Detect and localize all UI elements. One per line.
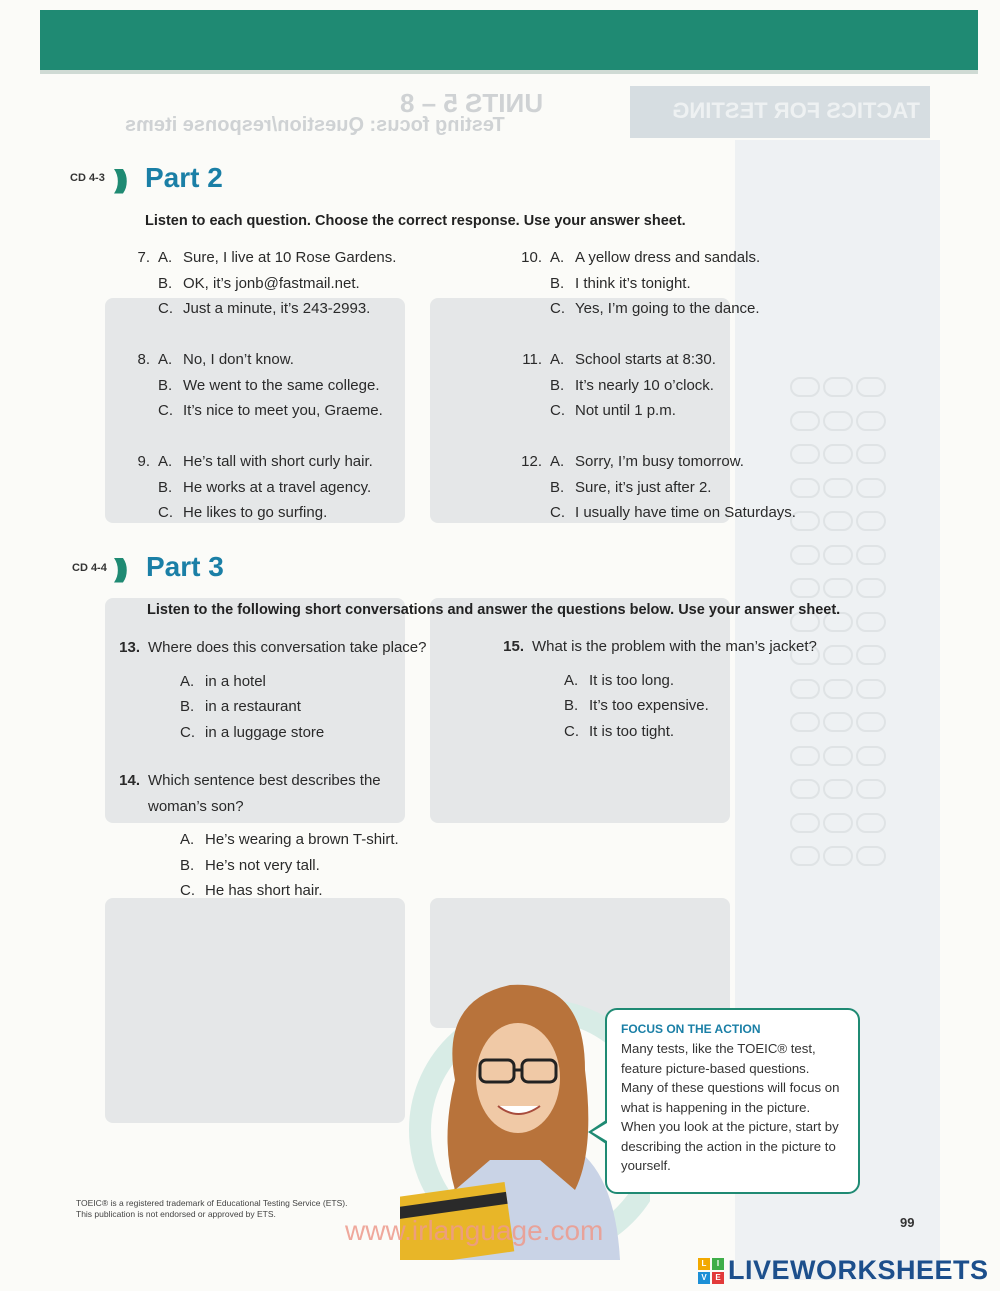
focus-title: FOCUS ON THE ACTION <box>621 1022 761 1036</box>
header-band-shadow <box>40 70 978 74</box>
liveworksheets-logo <box>698 1255 989 1286</box>
part2-instruction: Listen to each question. Choose the correct response. Use your answer sheet. <box>145 213 686 229</box>
bleed-through-circle-row <box>790 511 900 533</box>
part3-instruction: Listen to the following short conversations and answer the questions below. Use your answer sheet. <box>147 602 841 618</box>
bleed-through-circle-row <box>790 813 900 835</box>
bleed-through-circle-row <box>790 444 900 466</box>
question-9: 9. A. He’s tall with short curly hair. B. He works at a travel agency. C. He likes to go surfing. <box>137 453 373 521</box>
question-14: 14. Which sentence best describes the woman’s son? A. He’s wearing a brown T-shirt. B. He’s not very tall. C. He has short hair. <box>119 772 399 899</box>
question-15: 15. What is the problem with the man’s jacket? A. It is too long. B. It’s too expensive. C. It is too tight. <box>503 638 817 740</box>
bleed-through-focus: Testing focus: Question/response items <box>125 114 505 136</box>
bleed-through-circle-row <box>790 545 900 567</box>
bleed-through-circle-row <box>790 779 900 801</box>
bleed-through-circle-row <box>790 377 900 399</box>
bleed-through-tactics: TACTICS FOR TESTING <box>630 86 930 138</box>
audio-waves-icon: ))) <box>114 164 122 194</box>
bleed-through-circle-row <box>790 846 900 868</box>
audio-waves-icon: ))) <box>114 553 122 583</box>
bleed-through-circle-row <box>790 746 900 768</box>
watermark-url: www.irlanguage.com <box>345 1215 604 1246</box>
question-8: 8. A. No, I don’t know. B. We went to the same college. C. It’s nice to meet you, Graeme. <box>137 351 383 419</box>
bleed-through-units: UNITS 5 – 8 <box>400 88 544 118</box>
header-band <box>40 10 978 70</box>
focus-on-the-action-box <box>605 1008 860 1194</box>
cd-track-label: CD 4-4 <box>72 562 107 574</box>
question-13: 13. Where does this conversation take place? A. in a hotel B. in a restaurant C. in a luggage store <box>119 639 427 741</box>
question-10: 10. A. A yellow dress and sandals. B. I think it’s tonight. C. Yes, I’m going to the dance. <box>521 249 761 317</box>
focus-text: Many tests, like the TOEIC® test, feature picture-based questions. Many of these questions will focus on what is happening in the picture. When you look at the picture, start by describing the action in the picture to yourself. <box>621 1041 840 1173</box>
liveworksheets-logo-text: LIVEWORKSHEETS <box>728 1255 989 1285</box>
liveworksheets-logo-icon: L I V E <box>698 1258 724 1284</box>
question-12: 12. A. Sorry, I’m busy tomorrow. B. Sure, it’s just after 2. C. I usually have time on Saturdays. <box>521 453 796 521</box>
question-7: 7. A. Sure, I live at 10 Rose Gardens. B. OK, it’s jonb@fastmail.net. C. Just a minute, it’s 243-2993. <box>137 249 397 317</box>
bleed-through-circle-row <box>790 578 900 600</box>
cd-track-label: CD 4-3 <box>70 172 105 184</box>
question-11: 11. A. School starts at 8:30. B. It’s nearly 10 o’clock. C. Not until 1 p.m. <box>522 351 716 419</box>
trademark-footnote: TOEIC® is a registered trademark of Educational Testing Service (ETS). This publication is not endorsed or approved by ETS. <box>76 1198 348 1219</box>
face-shape <box>476 1023 560 1133</box>
part2-title: Part 2 <box>145 162 223 193</box>
bleed-through-circle-row <box>790 411 900 433</box>
page-number: 99 <box>900 1215 915 1230</box>
bleed-through-circle-row <box>790 478 900 500</box>
speech-bubble-tail-inner <box>592 1123 607 1141</box>
part3-title: Part 3 <box>146 551 224 582</box>
bleed-through-photo <box>105 898 405 1123</box>
